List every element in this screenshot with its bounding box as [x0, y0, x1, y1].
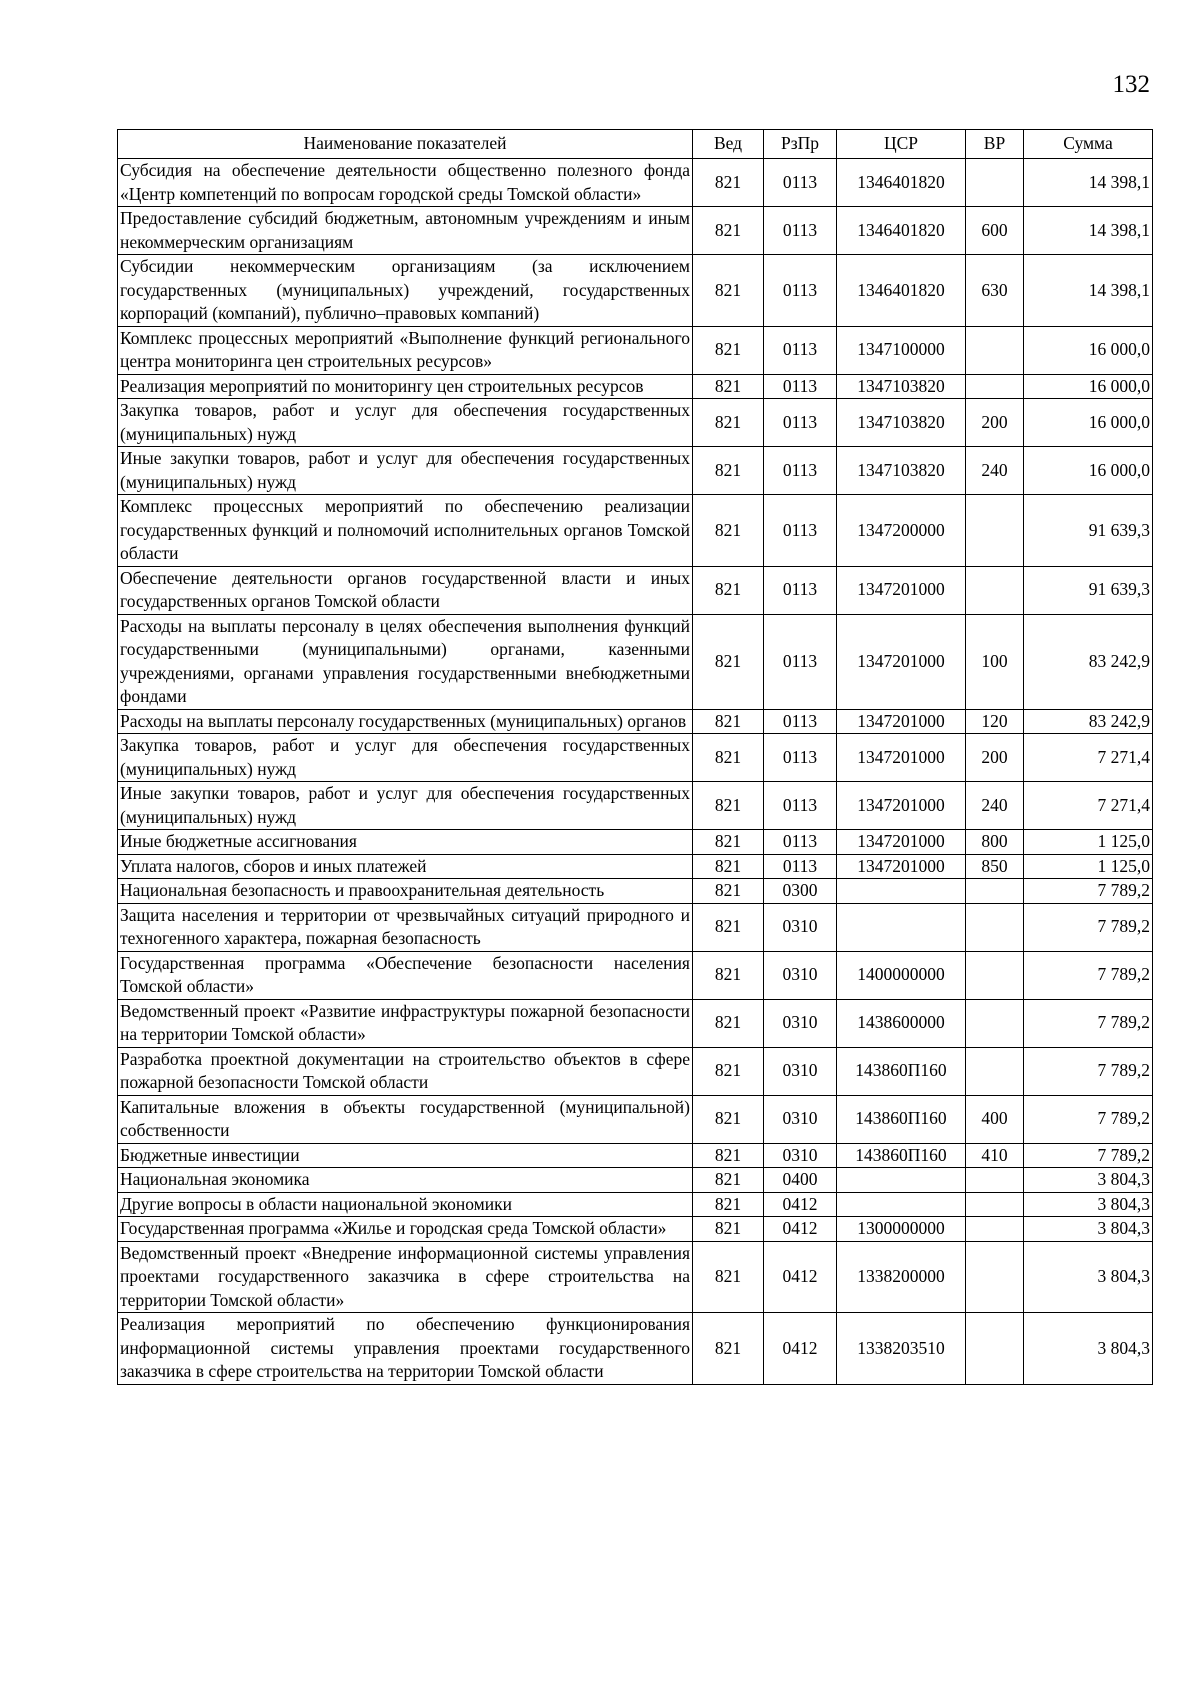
cell-rzpr: 0310	[764, 1095, 837, 1143]
cell-name: Субсидия на обеспечение деятельности общественно полезного фонда «Центр компетенций по вопросам городской среды Томской области»	[118, 159, 693, 207]
cell-sum: 91 639,3	[1024, 566, 1153, 614]
header-sum: Сумма	[1024, 130, 1153, 159]
cell-ved: 821	[693, 1313, 764, 1385]
table-row	[118, 399, 1153, 447]
cell-vr: 800	[966, 830, 1024, 855]
cell-csr: 1347201000	[837, 566, 966, 614]
cell-ved: 821	[693, 1047, 764, 1095]
cell-sum: 3 804,3	[1024, 1168, 1153, 1193]
table-row	[118, 1168, 1153, 1193]
cell-ved: 821	[693, 566, 764, 614]
table-row	[118, 207, 1153, 255]
cell-sum: 3 804,3	[1024, 1217, 1153, 1242]
cell-name: Расходы на выплаты персоналу государственных (муниципальных) органов	[118, 709, 693, 734]
cell-csr: 1400000000	[837, 951, 966, 999]
cell-rzpr: 0310	[764, 1143, 837, 1168]
table-row	[118, 1192, 1153, 1217]
cell-sum: 7 789,2	[1024, 951, 1153, 999]
cell-sum: 7 789,2	[1024, 1143, 1153, 1168]
cell-ved: 821	[693, 1192, 764, 1217]
cell-rzpr: 0113	[764, 447, 837, 495]
cell-name: Ведомственный проект «Внедрение информационной системы управления проектами государственного заказчика в сфере строительства на территории Томской области»	[118, 1241, 693, 1313]
cell-vr: 630	[966, 255, 1024, 327]
cell-vr	[966, 903, 1024, 951]
cell-csr: 1338200000	[837, 1241, 966, 1313]
cell-rzpr: 0113	[764, 709, 837, 734]
table-row	[118, 879, 1153, 904]
cell-name: Предоставление субсидий бюджетным, автономным учреждениям и иным некоммерческим организациям	[118, 207, 693, 255]
cell-vr: 240	[966, 782, 1024, 830]
cell-csr: 1347200000	[837, 495, 966, 567]
cell-sum: 7 789,2	[1024, 903, 1153, 951]
cell-sum: 7 271,4	[1024, 782, 1153, 830]
cell-ved: 821	[693, 326, 764, 374]
cell-sum: 16 000,0	[1024, 374, 1153, 399]
cell-rzpr: 0113	[764, 782, 837, 830]
table-row	[118, 734, 1153, 782]
cell-name: Закупка товаров, работ и услуг для обеспечения государственных (муниципальных) нужд	[118, 399, 693, 447]
header-rzpr: РзПр	[764, 130, 837, 159]
cell-sum: 83 242,9	[1024, 614, 1153, 709]
cell-name: Расходы на выплаты персоналу в целях обеспечения выполнения функций государственными (муниципальными) органами, казенными учреждениями, органами управления государственными внебюджетными фондами	[118, 614, 693, 709]
table-row	[118, 566, 1153, 614]
cell-sum: 7 789,2	[1024, 1095, 1153, 1143]
cell-sum: 16 000,0	[1024, 326, 1153, 374]
table-row	[118, 854, 1153, 879]
cell-vr	[966, 999, 1024, 1047]
cell-sum: 16 000,0	[1024, 399, 1153, 447]
cell-sum: 83 242,9	[1024, 709, 1153, 734]
table-row	[118, 782, 1153, 830]
cell-name: Закупка товаров, работ и услуг для обеспечения государственных (муниципальных) нужд	[118, 734, 693, 782]
cell-ved: 821	[693, 951, 764, 999]
cell-vr	[966, 326, 1024, 374]
cell-name: Иные бюджетные ассигнования	[118, 830, 693, 855]
cell-ved: 821	[693, 854, 764, 879]
cell-vr	[966, 951, 1024, 999]
cell-vr: 400	[966, 1095, 1024, 1143]
cell-name: Государственная программа «Обеспечение безопасности населения Томской области»	[118, 951, 693, 999]
cell-ved: 821	[693, 879, 764, 904]
cell-vr	[966, 1047, 1024, 1095]
table-row	[118, 999, 1153, 1047]
table-header-row	[118, 130, 1153, 159]
cell-sum: 14 398,1	[1024, 207, 1153, 255]
header-csr: ЦСР	[837, 130, 966, 159]
table-row	[118, 1143, 1153, 1168]
cell-vr	[966, 879, 1024, 904]
cell-sum: 7 789,2	[1024, 1047, 1153, 1095]
cell-name: Комплекс процессных мероприятий «Выполнение функций регионального центра мониторинга цен строительных ресурсов»	[118, 326, 693, 374]
cell-sum: 7 271,4	[1024, 734, 1153, 782]
cell-csr	[837, 879, 966, 904]
cell-name: Обеспечение деятельности органов государственной власти и иных государственных органов Томской области	[118, 566, 693, 614]
cell-sum: 16 000,0	[1024, 447, 1153, 495]
table-row	[118, 447, 1153, 495]
cell-sum: 91 639,3	[1024, 495, 1153, 567]
table-row	[118, 374, 1153, 399]
cell-csr	[837, 903, 966, 951]
table-body	[118, 159, 1153, 1385]
cell-ved: 821	[693, 207, 764, 255]
cell-csr: 1347103820	[837, 374, 966, 399]
cell-vr: 600	[966, 207, 1024, 255]
cell-csr: 1346401820	[837, 255, 966, 327]
cell-name: Реализация мероприятий по обеспечению функционирования информационной системы управления проектами государственного заказчика в сфере строительства на территории Томской области	[118, 1313, 693, 1385]
table-row	[118, 1047, 1153, 1095]
cell-name: Комплекс процессных мероприятий по обеспечению реализации государственных функций и полномочий исполнительных органов Томской области	[118, 495, 693, 567]
cell-rzpr: 0412	[764, 1241, 837, 1313]
cell-ved: 821	[693, 1095, 764, 1143]
cell-sum: 7 789,2	[1024, 879, 1153, 904]
budget-table	[117, 129, 1153, 1385]
table-row	[118, 903, 1153, 951]
table-row	[118, 709, 1153, 734]
cell-rzpr: 0310	[764, 951, 837, 999]
header-name: Наименование показателей	[118, 130, 693, 159]
cell-ved: 821	[693, 255, 764, 327]
cell-vr: 200	[966, 399, 1024, 447]
cell-csr: 1347103820	[837, 399, 966, 447]
cell-name: Субсидии некоммерческим организациям (за исключением государственных (муниципальных) учреждений, государственных корпораций (компаний), публично–правовых компаний)	[118, 255, 693, 327]
cell-name: Государственная программа «Жилье и городская среда Томской области»	[118, 1217, 693, 1242]
cell-ved: 821	[693, 447, 764, 495]
table-row	[118, 495, 1153, 567]
cell-sum: 7 789,2	[1024, 999, 1153, 1047]
table-row	[118, 614, 1153, 709]
cell-csr: 143860П160	[837, 1143, 966, 1168]
cell-sum: 3 804,3	[1024, 1192, 1153, 1217]
cell-rzpr: 0113	[764, 374, 837, 399]
header-vr: ВР	[966, 130, 1024, 159]
cell-ved: 821	[693, 614, 764, 709]
cell-ved: 821	[693, 495, 764, 567]
cell-sum: 3 804,3	[1024, 1241, 1153, 1313]
cell-sum: 14 398,1	[1024, 159, 1153, 207]
table-row	[118, 159, 1153, 207]
cell-rzpr: 0113	[764, 854, 837, 879]
cell-name: Капитальные вложения в объекты государственной (муниципальной) собственности	[118, 1095, 693, 1143]
cell-rzpr: 0113	[764, 207, 837, 255]
cell-rzpr: 0113	[764, 566, 837, 614]
cell-ved: 821	[693, 709, 764, 734]
cell-name: Национальная экономика	[118, 1168, 693, 1193]
cell-ved: 821	[693, 1143, 764, 1168]
cell-csr: 143860П160	[837, 1095, 966, 1143]
cell-vr	[966, 1217, 1024, 1242]
cell-vr: 120	[966, 709, 1024, 734]
cell-ved: 821	[693, 830, 764, 855]
cell-csr: 1347201000	[837, 782, 966, 830]
cell-rzpr: 0113	[764, 255, 837, 327]
cell-ved: 821	[693, 1241, 764, 1313]
cell-name: Ведомственный проект «Развитие инфраструктуры пожарной безопасности на территории Томской области»	[118, 999, 693, 1047]
cell-name: Реализация мероприятий по мониторингу цен строительных ресурсов	[118, 374, 693, 399]
cell-vr	[966, 1313, 1024, 1385]
cell-csr: 1347201000	[837, 854, 966, 879]
table-row	[118, 1095, 1153, 1143]
cell-rzpr: 0412	[764, 1313, 837, 1385]
cell-vr	[966, 495, 1024, 567]
cell-name: Уплата налогов, сборов и иных платежей	[118, 854, 693, 879]
cell-ved: 821	[693, 999, 764, 1047]
cell-vr	[966, 1241, 1024, 1313]
cell-csr: 1438600000	[837, 999, 966, 1047]
cell-ved: 821	[693, 903, 764, 951]
cell-rzpr: 0113	[764, 326, 837, 374]
cell-ved: 821	[693, 1217, 764, 1242]
cell-name: Иные закупки товаров, работ и услуг для обеспечения государственных (муниципальных) нужд	[118, 782, 693, 830]
cell-ved: 821	[693, 782, 764, 830]
cell-vr: 850	[966, 854, 1024, 879]
cell-rzpr: 0113	[764, 614, 837, 709]
cell-vr	[966, 566, 1024, 614]
table-row	[118, 255, 1153, 327]
cell-csr	[837, 1192, 966, 1217]
cell-vr: 410	[966, 1143, 1024, 1168]
cell-name: Другие вопросы в области национальной экономики	[118, 1192, 693, 1217]
cell-rzpr: 0113	[764, 399, 837, 447]
cell-name: Разработка проектной документации на строительство объектов в сфере пожарной безопасности Томской области	[118, 1047, 693, 1095]
cell-vr	[966, 159, 1024, 207]
cell-csr: 1300000000	[837, 1217, 966, 1242]
cell-rzpr: 0300	[764, 879, 837, 904]
cell-rzpr: 0310	[764, 999, 837, 1047]
cell-vr	[966, 1192, 1024, 1217]
table-row	[118, 830, 1153, 855]
cell-rzpr: 0113	[764, 159, 837, 207]
cell-csr: 1346401820	[837, 207, 966, 255]
cell-sum: 1 125,0	[1024, 854, 1153, 879]
cell-rzpr: 0113	[764, 734, 837, 782]
cell-csr: 1347201000	[837, 709, 966, 734]
cell-csr: 1347100000	[837, 326, 966, 374]
table-row	[118, 1313, 1153, 1385]
cell-csr: 1338203510	[837, 1313, 966, 1385]
cell-sum: 3 804,3	[1024, 1313, 1153, 1385]
cell-ved: 821	[693, 399, 764, 447]
cell-name: Национальная безопасность и правоохранительная деятельность	[118, 879, 693, 904]
cell-vr: 240	[966, 447, 1024, 495]
cell-csr: 1347201000	[837, 734, 966, 782]
table-row	[118, 1217, 1153, 1242]
cell-rzpr: 0412	[764, 1192, 837, 1217]
cell-csr: 1346401820	[837, 159, 966, 207]
cell-rzpr: 0400	[764, 1168, 837, 1193]
cell-csr: 143860П160	[837, 1047, 966, 1095]
cell-sum: 1 125,0	[1024, 830, 1153, 855]
cell-ved: 821	[693, 734, 764, 782]
cell-ved: 821	[693, 1168, 764, 1193]
cell-csr: 1347103820	[837, 447, 966, 495]
cell-name: Защита населения и территории от чрезвычайных ситуаций природного и техногенного характера, пожарная безопасность	[118, 903, 693, 951]
cell-rzpr: 0310	[764, 903, 837, 951]
cell-rzpr: 0412	[764, 1217, 837, 1242]
table-row	[118, 326, 1153, 374]
cell-rzpr: 0113	[764, 830, 837, 855]
cell-csr	[837, 1168, 966, 1193]
cell-name: Бюджетные инвестиции	[118, 1143, 693, 1168]
cell-name: Иные закупки товаров, работ и услуг для обеспечения государственных (муниципальных) нужд	[118, 447, 693, 495]
page-number: 132	[1112, 71, 1150, 98]
table-row	[118, 951, 1153, 999]
table-row	[118, 1241, 1153, 1313]
cell-vr: 200	[966, 734, 1024, 782]
cell-sum: 14 398,1	[1024, 255, 1153, 327]
cell-vr	[966, 1168, 1024, 1193]
cell-csr: 1347201000	[837, 830, 966, 855]
cell-csr: 1347201000	[837, 614, 966, 709]
cell-vr	[966, 374, 1024, 399]
cell-rzpr: 0113	[764, 495, 837, 567]
cell-vr: 100	[966, 614, 1024, 709]
cell-ved: 821	[693, 374, 764, 399]
cell-ved: 821	[693, 159, 764, 207]
header-ved: Вед	[693, 130, 764, 159]
cell-rzpr: 0310	[764, 1047, 837, 1095]
